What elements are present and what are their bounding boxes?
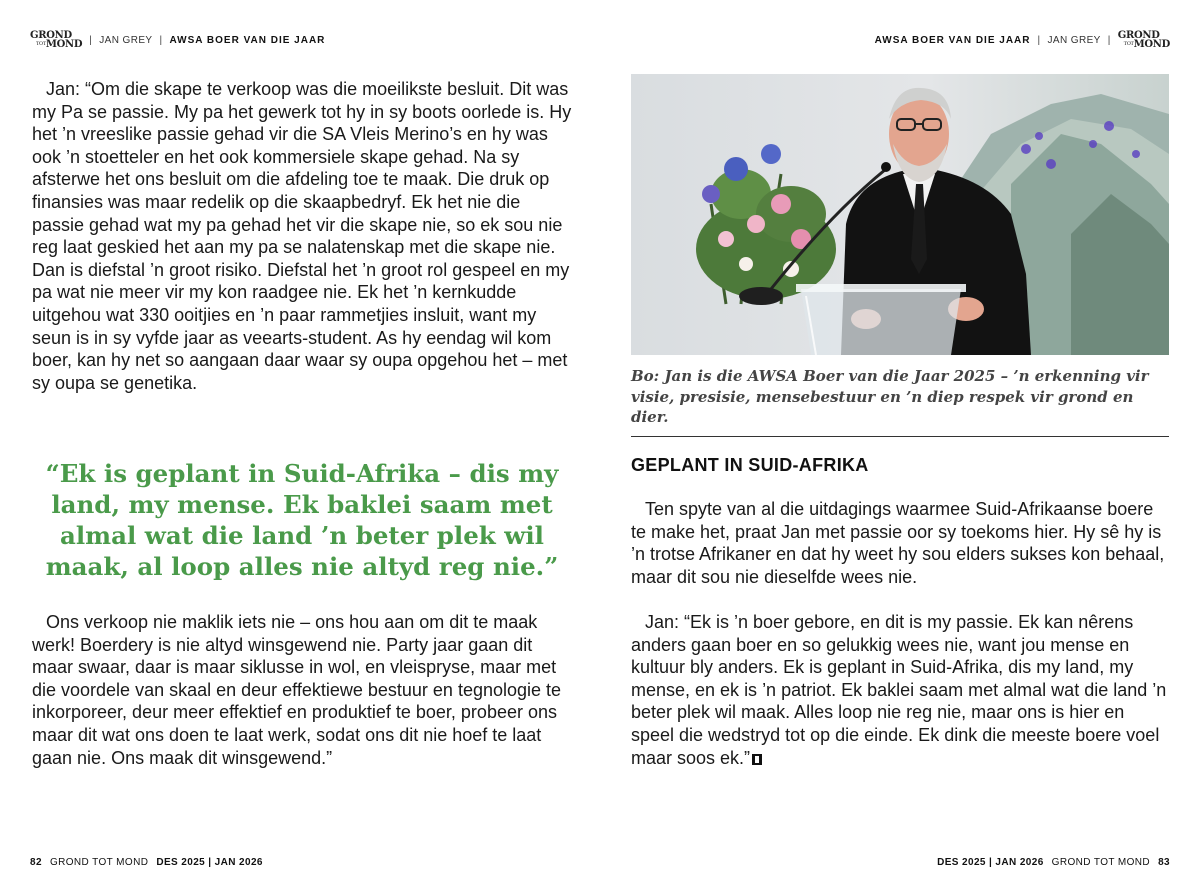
pull-quote: “Ek is geplant in Suid-Afrika – dis my land, my mense. Ek baklei saam met almal wat die land ’n beter plek wil maak, al loop alles nie altyd reg nie.” bbox=[45, 459, 559, 581]
left-page-footer bbox=[30, 857, 263, 868]
right-paragraph-2 bbox=[631, 611, 1169, 769]
header-separator: | bbox=[159, 34, 163, 46]
footer-magazine: GROND TOT MOND bbox=[49, 857, 149, 868]
header-section: AWSA BOER VAN DIE JAAR bbox=[169, 34, 326, 46]
right-page-footer bbox=[937, 857, 1170, 868]
grond-tot-mond-logo: GROND TOTMOND bbox=[30, 30, 83, 50]
page-number: 83 bbox=[1158, 857, 1170, 868]
section-subheading: GEPLANT IN SUID-AFRIKA bbox=[631, 455, 869, 475]
end-of-article-icon bbox=[752, 754, 762, 765]
header-separator: | bbox=[1107, 34, 1111, 46]
header-author: JAN GREY bbox=[1047, 34, 1101, 46]
header-section: AWSA BOER VAN DIE JAAR bbox=[874, 34, 1031, 46]
left-page-header bbox=[30, 28, 325, 52]
footer-magazine: GROND TOT MOND bbox=[1051, 857, 1151, 868]
page-number: 82 bbox=[30, 857, 42, 868]
photo-caption: Bo: Jan is die AWSA Boer van die Jaar 2025 – ’n erkenning vir visie, presisie, mensebestuur en ’n diep respek vir grond en dier. bbox=[631, 367, 1149, 426]
right-paragraph-1: Ten spyte van al die uitdagings waarmee Suid-Afrikaanse boere te make het, praat Jan met passie oor sy toekoms hier. Hy sê hy is ’n trotse Afrikaner en dat hy weet hy sou elders sukses kon behaal, maar dit sou nie dieselfde wees nie. bbox=[631, 499, 1165, 587]
footer-issue: DES 2025 | JAN 2026 bbox=[937, 857, 1044, 868]
right-page-header bbox=[875, 28, 1170, 52]
left-paragraph-2: Ons verkoop nie maklik iets nie – ons hou aan om dit te maak werk! Boerdery is nie altyd winsgewend nie. Party jaar gaan dit maar swaar, daar is maar siklusse in wol, en vleispryse, maar met die voordele van skaal en deur effektiewe bestuur en tegnologie te inkorporeer, deur meer effektief en produktief te boer, probeer ons maar dit wat ons doen te laat werk, sodat ons dit nie hoef te laat gaan nie. Ons maak dit winsgewend.” bbox=[32, 612, 562, 768]
footer-issue: DES 2025 | JAN 2026 bbox=[156, 857, 263, 868]
speaker-photo bbox=[631, 74, 1169, 355]
left-paragraph-1: Jan: “Om die skape te verkoop was die moeilikste besluit. Dit was my Pa se passie. My pa het gewerk tot hy in sy boots oorlede is. Hy het ’n vreeslike passie gehad vir die SA Vleis Merino’s en hy was ook ’n stoetteler en het ook kommersiele skape gehad. Na sy afsterwe het ons besluit om die afdeling toe te maak. Die druk op finansies was maar redelik op die skaapbedryf. Ek het nie die passie gehad wat my pa gehad het vir die skape nie, so ek sou nie reg laat geskied het aan my pa se nalatenskap met die skape nie. Dan is diefstal ’n groot risiko. Diefstal het ’n groot rol gespeel en my pa wat nie meer vir my kon raadgee nie. Ek het ’n kernkudde uitgehou wat 330 ooitjies en ’n paar rammetjies insluit, want my seun is in sy vyfde jaar as veearts-student. As hy eendag wil kom boer, kan hy net so aangaan daar waar sy oupa opgehou het – met sy oupa se genetika. bbox=[32, 79, 572, 393]
grond-tot-mond-logo: GROND TOTMOND bbox=[1117, 30, 1170, 50]
header-separator: | bbox=[1037, 34, 1041, 46]
caption-divider bbox=[631, 436, 1169, 437]
header-author: JAN GREY bbox=[99, 34, 153, 46]
header-separator: | bbox=[89, 34, 93, 46]
right-paragraph-2-text: Jan: “Ek is ’n boer gebore, en dit is my passie. Ek kan nêrens anders gaan boer en so gelukkig wees nie, want jou mense en kultuur bly anders. Ek is geplant in Suid-Afrika, dis my land, my mense, en ek is ’n patriot. Ek baklei saam met almal wat die land ’n beter plek wil maak. Alles loop nie reg nie, maar ons is hier en speel die wedstryd tot op die einde. Ek dink die meeste boere voel maar soos ek.” bbox=[631, 612, 1167, 768]
